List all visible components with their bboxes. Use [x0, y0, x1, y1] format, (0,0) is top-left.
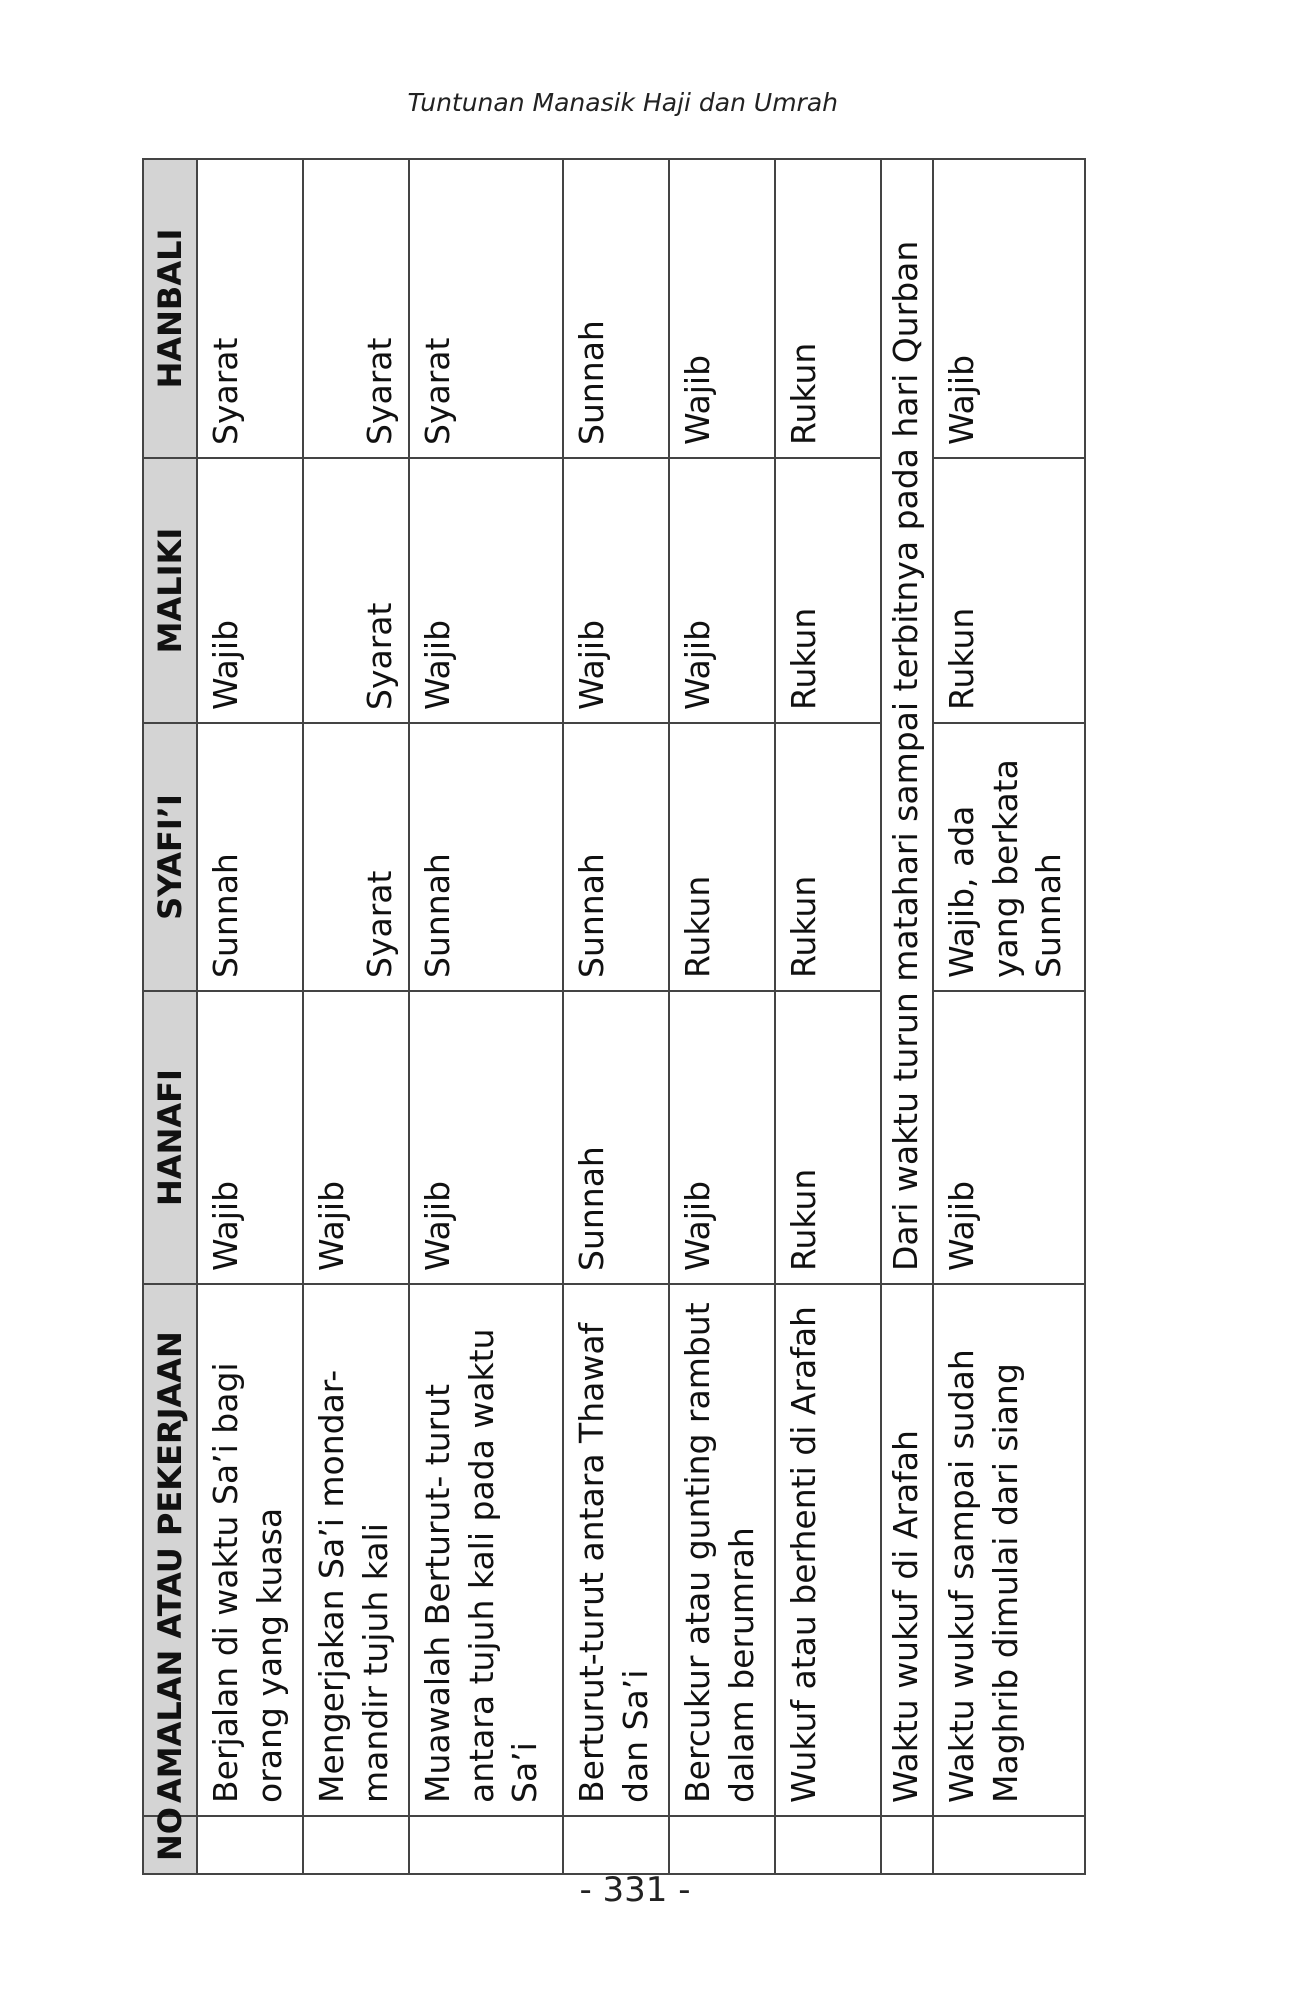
cell-hanbali: Syarat — [197, 159, 303, 458]
cell-syafii: Sunnah — [563, 723, 669, 991]
cell-hanafi: Rukun — [775, 991, 881, 1284]
cell-no — [563, 1816, 669, 1874]
cell-hanbali: Syarat — [409, 159, 563, 458]
table-row — [669, 159, 775, 1874]
cell-maliki: Wajib — [197, 458, 303, 723]
cell-no — [881, 1816, 933, 1874]
cell-syafii: Wajib, ada yang berkata Sunnah — [933, 723, 1085, 991]
cell-no — [197, 1816, 303, 1874]
cell-hanbali: Wajib — [933, 159, 1085, 458]
cell-amalan: Berjalan di waktu Sa’i bagi orang yang kuasa — [197, 1284, 303, 1816]
cell-hanbali: Syarat — [303, 159, 409, 458]
table-header-row — [143, 159, 197, 1874]
cell-no — [409, 1816, 563, 1874]
cell-syafii: Sunnah — [197, 723, 303, 991]
table-row — [775, 159, 881, 1874]
cell-maliki: Wajib — [669, 458, 775, 723]
cell-maliki: Rukun — [933, 458, 1085, 723]
cell-hanafi: Wajib — [933, 991, 1085, 1284]
cell-syafii: Rukun — [775, 723, 881, 991]
cell-no — [933, 1816, 1085, 1874]
cell-hanafi: Sunnah — [563, 991, 669, 1284]
cell-merged-all-mazhab: Dari waktu turun matahari sampai terbitnya pada hari Qurban — [881, 159, 933, 1284]
cell-amalan: Waktu wukuf di Arafah — [881, 1284, 933, 1816]
cell-no — [303, 1816, 409, 1874]
cell-hanafi: Wajib — [669, 991, 775, 1284]
header-no: NO — [143, 1816, 197, 1874]
header-hanafi: HANAFI — [143, 991, 197, 1284]
cell-amalan: Berturut-turut antara Thawaf dan Sa’i — [563, 1284, 669, 1816]
table-row — [881, 159, 933, 1874]
cell-hanafi: Wajib — [197, 991, 303, 1284]
cell-syafii: Syarat — [303, 723, 409, 991]
header-syafii: SYAFI’I — [143, 723, 197, 991]
table-row — [563, 159, 669, 1874]
cell-hanafi: Wajib — [303, 991, 409, 1284]
cell-maliki: Wajib — [409, 458, 563, 723]
cell-amalan: Mengerjakan Sa’i mondar-mandir tujuh kali — [303, 1284, 409, 1816]
table-row — [303, 159, 409, 1874]
cell-syafii: Rukun — [669, 723, 775, 991]
cell-no — [669, 1816, 775, 1874]
table-row — [197, 159, 303, 1874]
cell-hanafi: Wajib — [409, 991, 563, 1284]
cell-amalan: Muawalah Berturut- turut antara tujuh kali pada waktu Sa’i — [409, 1284, 563, 1816]
cell-hanbali: Sunnah — [563, 159, 669, 458]
running-head: Tuntunan Manasik Haji dan Umrah — [407, 88, 838, 117]
cell-maliki: Syarat — [303, 458, 409, 723]
header-maliki: MALIKI — [143, 458, 197, 723]
cell-maliki: Rukun — [775, 458, 881, 723]
cell-no — [775, 1816, 881, 1874]
cell-maliki: Wajib — [563, 458, 669, 723]
cell-amalan: Bercukur atau gunting rambut dalam berumrah — [669, 1284, 775, 1816]
page-number: - 331 - — [579, 1870, 691, 1910]
table-row — [933, 159, 1085, 1874]
mazhab-comparison-table — [142, 158, 1086, 1875]
header-hanbali: HANBALI — [143, 159, 197, 458]
header-amalan: AMALAN ATAU PEKERJAAN — [143, 1284, 197, 1816]
cell-amalan: Wukuf atau berhenti di Arafah — [775, 1284, 881, 1816]
cell-hanbali: Wajib — [669, 159, 775, 458]
rotated-table-container — [142, 160, 1087, 1875]
cell-syafii: Sunnah — [409, 723, 563, 991]
table-row — [409, 159, 563, 1874]
cell-amalan: Waktu wukuf sampai sudah Maghrib dimulai dari siang — [933, 1284, 1085, 1816]
cell-hanbali: Rukun — [775, 159, 881, 458]
